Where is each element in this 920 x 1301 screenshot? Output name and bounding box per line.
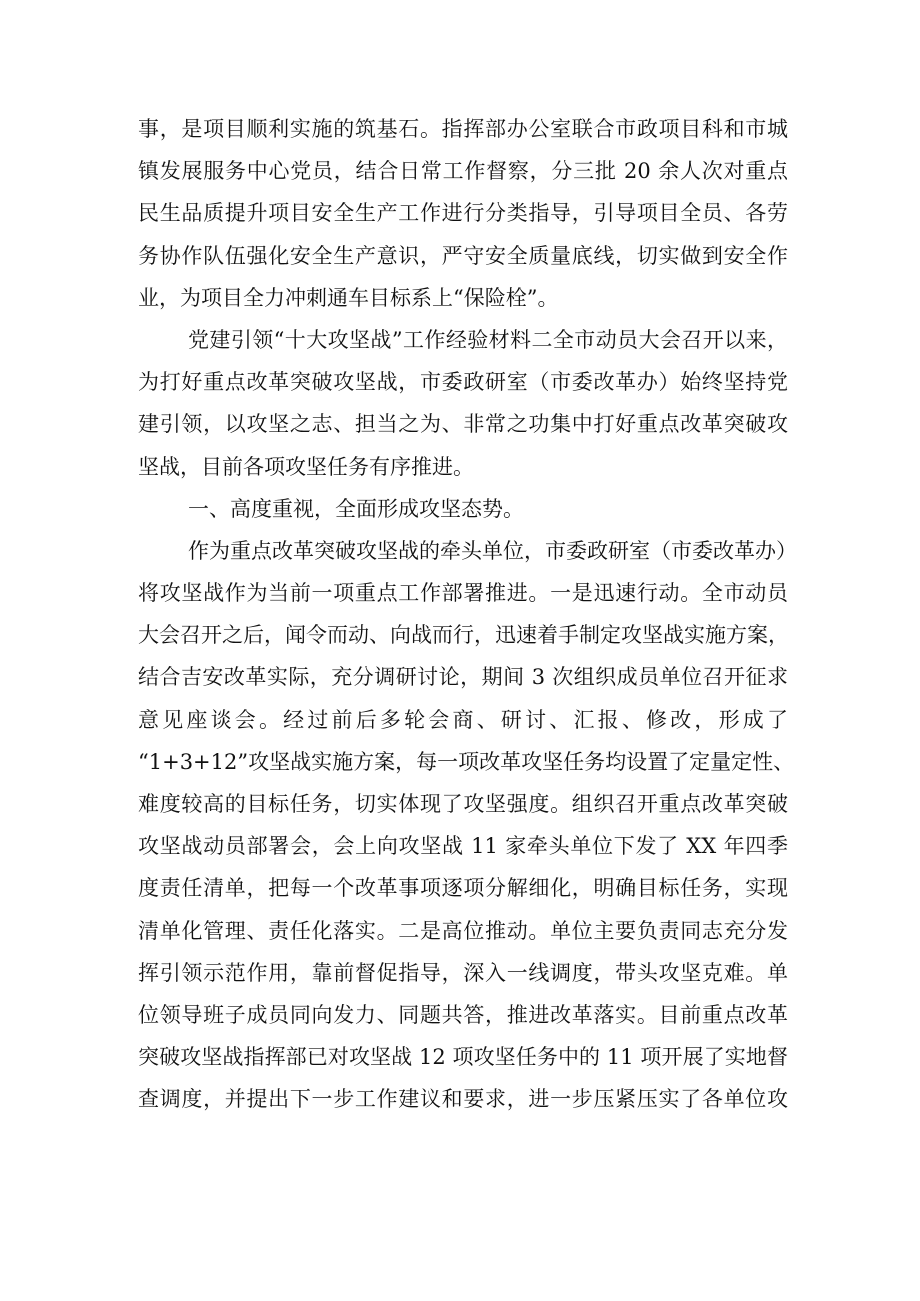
text-line: 大会召开之后，闻令而动、向战而行，迅速着手制定攻坚战实施方案，: [138, 623, 789, 648]
paragraph: [138, 108, 788, 319]
text-line: 民生品质提升项目安全生产工作进行分类指导，引导项目全员、各劳: [138, 201, 788, 226]
text-line: 度责任清单，把每一个改革事项逐项分解细化，明确目标任务，实现: [138, 876, 788, 901]
text-line: 位领导班子成员同向发力、同题共答，推进改革落实。目前重点改革: [138, 1002, 788, 1027]
text-line: 党建引领“十大攻坚战”工作经验材料二全市动员大会召开以来，: [188, 327, 788, 352]
paragraph: [138, 530, 797, 1121]
paragraph: [138, 319, 788, 488]
text-line: 突破攻坚战指挥部已对攻坚战 12 项攻坚任务中的 11 项开展了实地督: [138, 1045, 788, 1070]
text-line: 镇发展服务中心党员，结合日常工作督察，分三批 20 余人次对重点: [138, 159, 788, 184]
text-line: 建引领，以攻坚之志、担当之为、非常之功集中打好重点改革突破攻: [138, 412, 788, 437]
text-line: 将攻坚战作为当前一项重点工作部署推进。一是迅速行动。全市动员: [138, 581, 788, 606]
text-line: 结合吉安改革实际，充分调研讨论，期间 3 次组织成员单位召开征求: [138, 665, 788, 690]
text-line: 意见座谈会。经过前后多轮会商、研讨、汇报、修改，形成了: [138, 707, 788, 732]
text-line: “1+3+12”攻坚战实施方案，每一项改革攻坚任务均设置了定量定性、: [138, 749, 795, 774]
text-line: 一、高度重视，全面形成攻坚态势。: [188, 496, 524, 521]
text-line: 挥引领示范作用，靠前督促指导，深入一线调度，带头攻坚克难。单: [138, 960, 788, 985]
text-line: 查调度，并提出下一步工作建议和要求，进一步压紧压实了各单位攻: [138, 1087, 788, 1112]
text-line: 为打好重点改革突破攻坚战，市委政研室（市委改革办）始终坚持党: [138, 370, 788, 395]
text-line: 攻坚战动员部署会，会上向攻坚战 11 家牵头单位下发了 XX 年四季: [138, 834, 788, 859]
section-heading: [138, 488, 788, 530]
text-line: 难度较高的目标任务，切实体现了攻坚强度。组织召开重点改革突破: [138, 792, 788, 816]
text-line: 坚战，目前各项攻坚任务有序推进。: [138, 454, 474, 479]
text-line: 事，是项目顺利实施的筑基石。指挥部办公室联合市政项目科和市城: [138, 117, 788, 141]
text-line: 作为重点改革突破攻坚战的牵头单位，市委政研室（市委改革办）: [188, 538, 797, 563]
document-body: [138, 108, 797, 1121]
text-line: 务协作队伍强化安全生产意识，严守安全质量底线，切实做到安全作: [138, 243, 788, 268]
text-line: 清单化管理、责任化落实。二是高位推动。单位主要负责同志充分发: [138, 918, 788, 943]
text-line: 业，为项目全力冲刺通车目标系上“保险栓”。: [138, 285, 559, 310]
